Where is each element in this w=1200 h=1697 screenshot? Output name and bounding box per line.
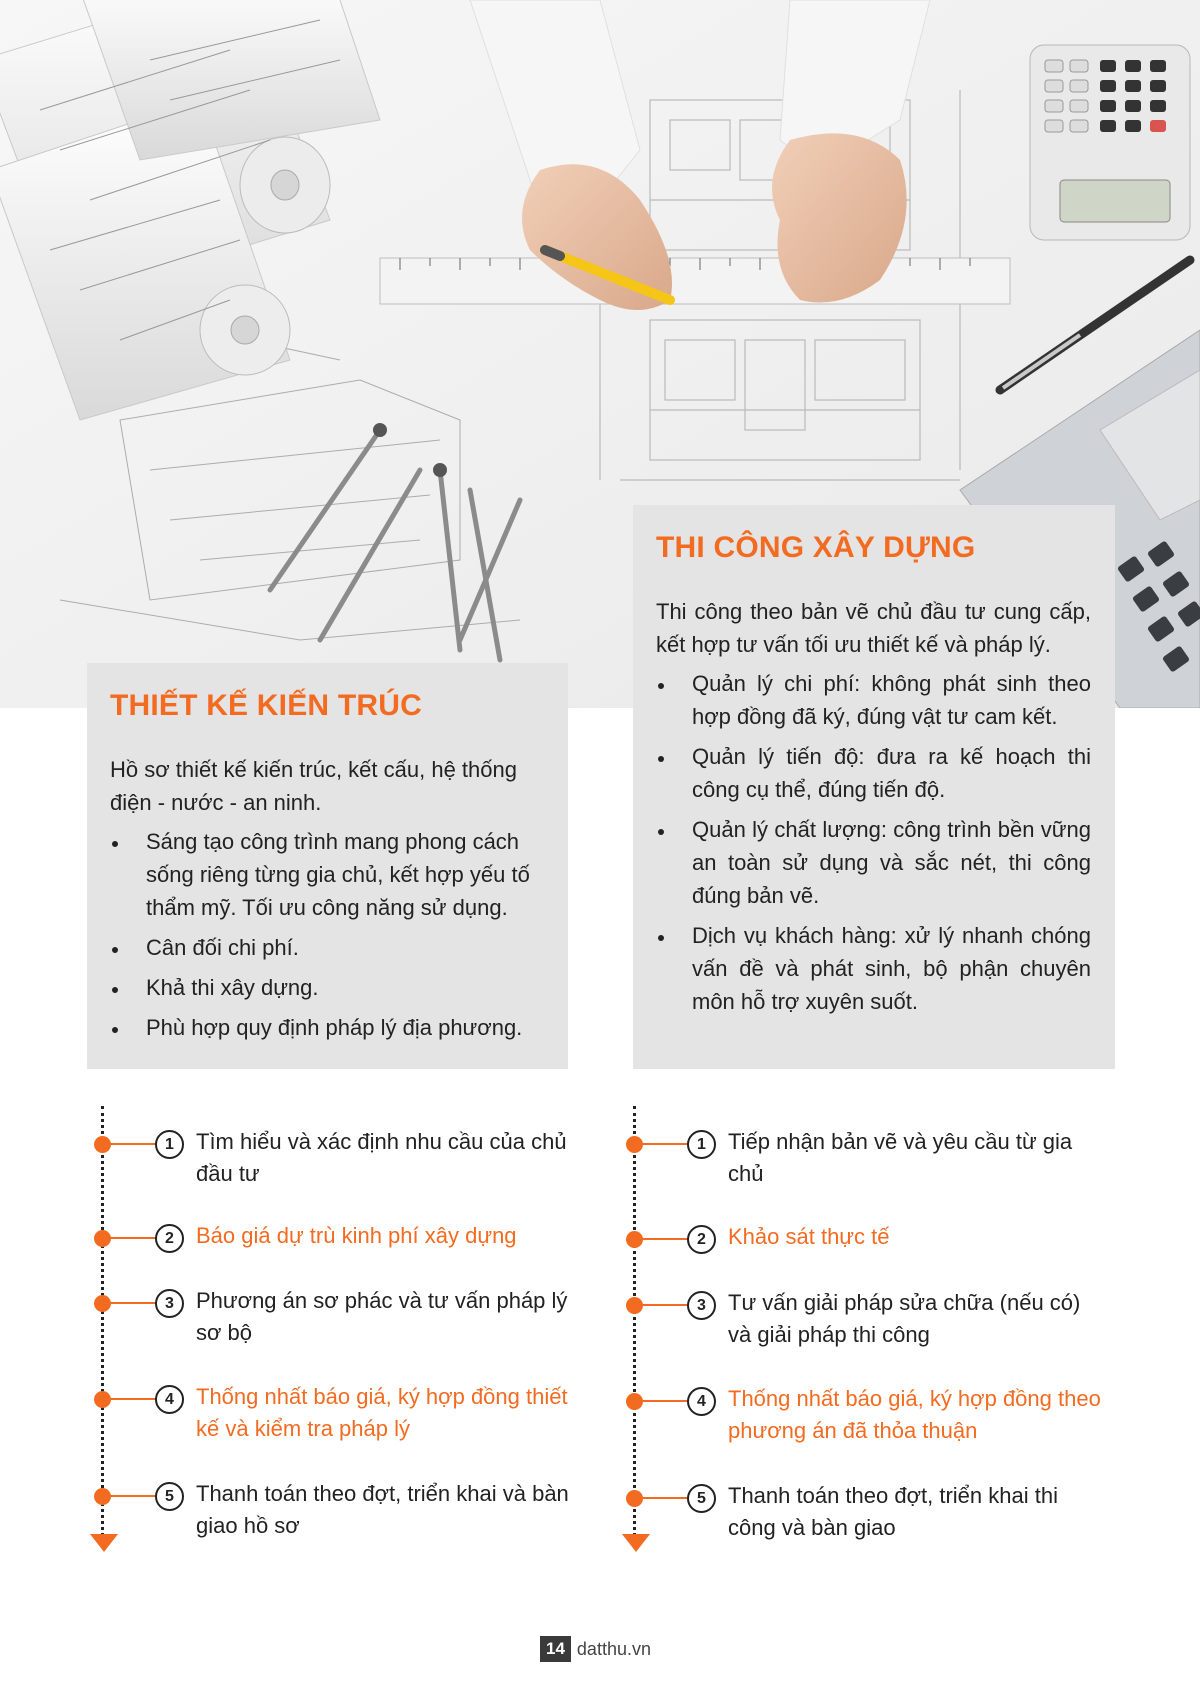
architecture-design-title: THIẾT KẾ KIẾN TRÚC — [110, 689, 422, 722]
step-number: 5 — [155, 1482, 184, 1511]
timeline-dotted-line — [633, 1106, 636, 1536]
bullet-dot-icon — [658, 683, 664, 689]
bullet-dot-icon — [112, 841, 118, 847]
list-item-text: Cân đối chi phí. — [146, 935, 299, 960]
list-item-text: Dịch vụ khách hàng: xử lý nhanh chóng vấn đề và phát sinh, bộ phận chuyên môn hỗ trợ xuyên suốt. — [692, 923, 1091, 1014]
timeline-connector — [106, 1398, 156, 1400]
arrow-down-icon — [622, 1534, 650, 1552]
step-text: Tư vấn giải pháp sửa chữa (nếu có) và giải pháp thi công — [728, 1290, 1081, 1347]
list-item — [656, 813, 1091, 912]
list-item-text: Quản lý chất lượng: công trình bền vững an toàn sử dụng và sắc nét, thi công đúng bản vẽ. — [692, 817, 1091, 908]
list-item — [656, 740, 1091, 806]
bullet-dot-icon — [658, 935, 664, 941]
bullet-dot-icon — [658, 829, 664, 835]
list-item — [110, 931, 544, 964]
list-item — [656, 667, 1091, 733]
timeline-connector — [106, 1143, 156, 1145]
timeline-connector — [106, 1495, 156, 1497]
step-number: 1 — [687, 1130, 716, 1159]
architecture-design-bullets — [110, 825, 544, 1044]
step-text: Thống nhất báo giá, ký hợp đồng thiết kế và kiểm tra pháp lý — [196, 1384, 568, 1441]
step-number: 3 — [155, 1289, 184, 1318]
list-item-text: Phù hợp quy định pháp lý địa phương. — [146, 1015, 523, 1040]
construction-intro: Thi công theo bản vẽ chủ đầu tư cung cấp, kết hợp tư vấn tối ưu thiết kế và pháp lý. — [656, 599, 1091, 657]
design-process-timeline — [88, 1100, 588, 1560]
step-text: Thống nhất báo giá, ký hợp đồng theo phương án đã thỏa thuận — [728, 1386, 1101, 1443]
construction-title: THI CÔNG XÂY DỰNG — [656, 531, 976, 564]
step-number: 4 — [155, 1385, 184, 1414]
step-number: 2 — [155, 1224, 184, 1253]
timeline-connector — [638, 1497, 688, 1499]
step-number: 2 — [687, 1225, 716, 1254]
step-number: 4 — [687, 1387, 716, 1416]
list-item — [110, 1011, 544, 1044]
timeline-connector — [106, 1237, 156, 1239]
step-number: 3 — [687, 1291, 716, 1320]
list-item-text: Sáng tạo công trình mang phong cách sống riêng từng gia chủ, kết hợp yếu tố thẩm mỹ. Tối ưu công năng sử dụng. — [146, 829, 530, 920]
architecture-design-intro: Hồ sơ thiết kế kiến trúc, kết cấu, hệ thống điện - nước - an ninh. — [110, 757, 517, 815]
bullet-dot-icon — [112, 987, 118, 993]
timeline-connector — [638, 1400, 688, 1402]
timeline-connector — [638, 1143, 688, 1145]
construction-process-timeline — [620, 1100, 1140, 1560]
timeline-connector — [638, 1304, 688, 1306]
list-item — [110, 825, 544, 924]
step-text: Thanh toán theo đợt, triển khai và bàn giao hồ sơ — [196, 1481, 569, 1538]
construction-bullets — [656, 667, 1091, 1018]
step-text: Phương án sơ phác và tư vấn pháp lý sơ bộ — [196, 1288, 568, 1345]
step-text: Khảo sát thực tế — [728, 1224, 890, 1249]
timeline-dotted-line — [101, 1106, 104, 1536]
bullet-dot-icon — [112, 947, 118, 953]
list-item — [110, 971, 544, 1004]
construction-card — [633, 505, 1115, 1069]
list-item-text: Quản lý tiến độ: đưa ra kế hoạch thi công cụ thể, đúng tiến độ. — [692, 744, 1091, 802]
website-link[interactable]: datthu.vn — [576, 1638, 651, 1659]
step-text: Báo giá dự trù kinh phí xây dựng — [196, 1223, 517, 1248]
step-text: Tiếp nhận bản vẽ và yêu cầu từ gia chủ — [728, 1129, 1073, 1186]
list-item-text: Khả thi xây dựng. — [146, 975, 319, 1000]
arrow-down-icon — [90, 1534, 118, 1552]
bullet-dot-icon — [658, 756, 664, 762]
page-footer — [540, 1635, 651, 1663]
timeline-connector — [106, 1302, 156, 1304]
list-item — [656, 919, 1091, 1018]
ruler — [380, 258, 1010, 304]
step-text: Thanh toán theo đợt, triển khai thi công và bàn giao — [728, 1483, 1058, 1540]
architecture-design-card — [87, 663, 568, 1069]
step-number: 1 — [155, 1130, 184, 1159]
step-text: Tìm hiểu và xác định nhu cầu của chủ đầu tư — [196, 1129, 567, 1186]
page-number: 14 — [540, 1636, 571, 1662]
list-item-text: Quản lý chi phí: không phát sinh theo hợp đồng đã ký, đúng vật tư cam kết. — [692, 671, 1091, 729]
calculator — [1030, 45, 1190, 240]
step-number: 5 — [687, 1484, 716, 1513]
timeline-connector — [638, 1238, 688, 1240]
bullet-dot-icon — [112, 1027, 118, 1033]
